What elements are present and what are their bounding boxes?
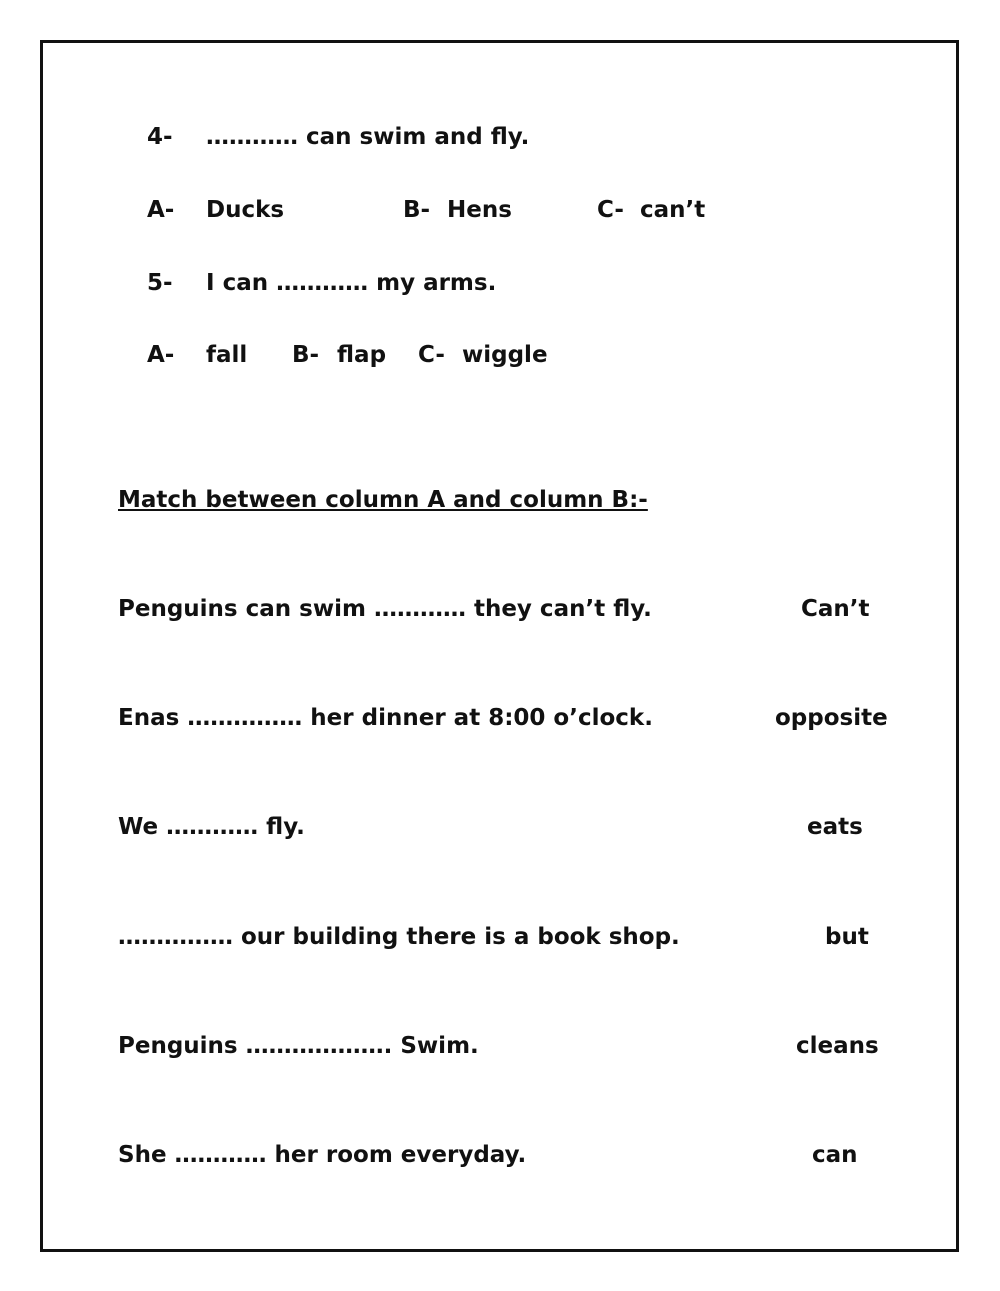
- q4-option-b-letter: B-: [403, 197, 431, 223]
- q5-option-b-text: flap: [337, 342, 387, 368]
- q5-option-a-letter: A-: [147, 342, 175, 368]
- column-a-item-4: …………… our building there is a book shop.: [118, 924, 680, 950]
- q4-option-c-text: can’t: [640, 197, 706, 223]
- q4-option-b-text: Hens: [447, 197, 512, 223]
- question-5-number: 5-: [147, 270, 173, 296]
- question-4-text: ………… can swim and fly.: [206, 124, 530, 150]
- question-5-text: I can ………… my arms.: [206, 270, 497, 296]
- column-a-item-6: She ………… her room everyday.: [118, 1142, 527, 1168]
- column-a-item-3: We ………… fly.: [118, 814, 305, 840]
- q5-option-b-letter: B-: [292, 342, 320, 368]
- q5-option-c-text: wiggle: [462, 342, 548, 368]
- column-b-item-6: can: [812, 1142, 858, 1168]
- matching-heading: Match between column A and column B:-: [118, 487, 648, 513]
- column-b-item-2: opposite: [775, 705, 888, 731]
- column-b-item-3: eats: [807, 814, 863, 840]
- q4-option-c-letter: C-: [597, 197, 624, 223]
- column-a-item-2: Enas …………… her dinner at 8:00 o’clock.: [118, 705, 653, 731]
- q4-option-a-letter: A-: [147, 197, 175, 223]
- column-a-item-5: Penguins ………………. Swim.: [118, 1033, 479, 1059]
- column-b-item-4: but: [825, 924, 869, 950]
- question-4-number: 4-: [147, 124, 173, 150]
- q5-option-a-text: fall: [206, 342, 248, 368]
- column-b-item-5: cleans: [796, 1033, 879, 1059]
- q4-option-a-text: Ducks: [206, 197, 285, 223]
- column-a-item-1: Penguins can swim ………… they can’t fly.: [118, 596, 652, 622]
- column-b-item-1: Can’t: [801, 596, 870, 622]
- q5-option-c-letter: C-: [418, 342, 445, 368]
